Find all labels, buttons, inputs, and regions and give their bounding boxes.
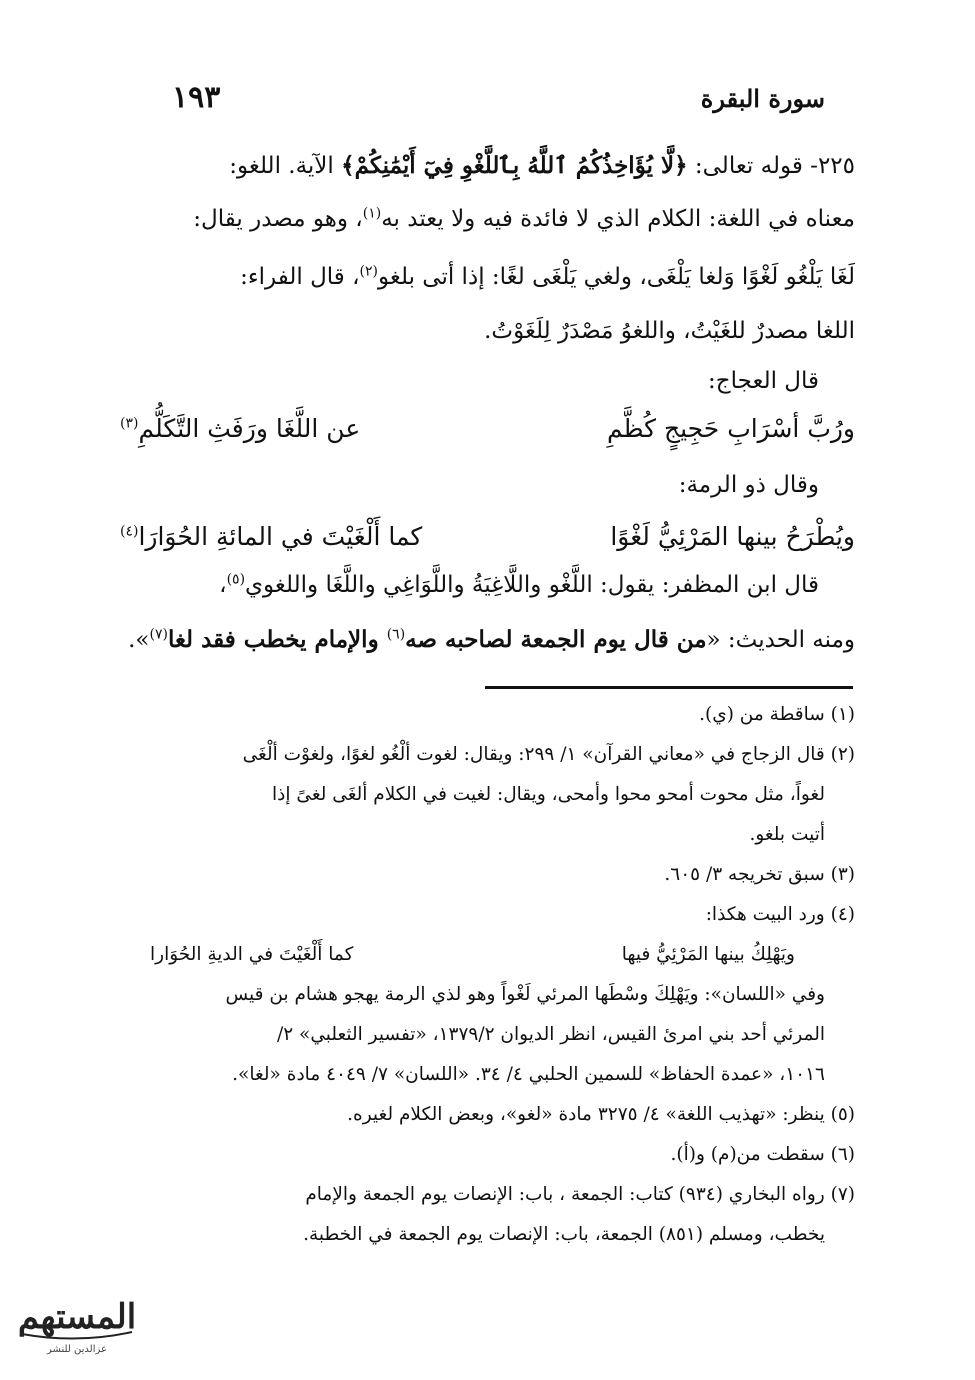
text-line: لَغَا يَلْغُو لَغْوًا وَلغا يَلْغَى، ولغي يَلْغَى لغًا: إذا أتى بلغو$^{(٢)}$، قال الفراء: (240, 263, 855, 290)
verse-hemistich: كما أَلْغَيْتَ في المائةِ الحُوَارَا$^{(٤)}$ (120, 522, 423, 551)
footnote: (٥) ينظر: «تهذيب اللغة» ٤/ ٣٢٧٥ مادة «لغو»، وبعض الكلام لغيره. (347, 1104, 855, 1125)
verse-hemistich: ويَهْلِكُ بينها المَرْئِيُّ فيها (621, 944, 795, 965)
footnote-continuation: لغواً، مثل محوت أمحو محوا وأمحى، ويقال: لغيت في الكلام ألغَى لغىً إذا (272, 784, 825, 805)
verse-hemistich: كما أَلْغَيْتَ في الديةِ الحُوَارا (150, 944, 354, 965)
svg-text:المستهم: المستهم (17, 1297, 137, 1337)
poetry-verse (120, 414, 855, 460)
footnote: (٧) رواه البخاري (٩٣٤) كتاب: الجمعة ، باب: الإنصات يوم الجمعة والإمام (305, 1184, 855, 1205)
text-line: ومنه الحديث: «من قال يوم الجمعة لصاحبه صه$^{(٦)}$ والإمام يخطب فقد لغا$^{(٧)}$». (128, 626, 855, 653)
text-line: قال ابن المظفر: يقول: اللَّغْو واللَّاغِيَةُ واللَّوَاغِي واللَّغَا واللغوي$^{(٥)}$، (219, 571, 819, 598)
footnote-ref: (٢) (359, 263, 378, 280)
footnote-continuation: يخطب، ومسلم (٨٥١) الجمعة، باب: الإنصات يوم الجمعة في الخطبة. (303, 1224, 825, 1245)
text-line: ٢٢٥- قوله تعالى: ﴿لَّا يُؤَاخِذُكُمُ ٱللَّهُ بِٱللَّغْوِ فِيٓ أَيْمَٰنِكُمْ﴾ الآية. اللغو: (229, 152, 855, 179)
footnote: (٣) سبق تخريجه ٣/ ٦٠٥. (664, 864, 855, 885)
footnote-separator (485, 686, 853, 689)
verse-hemistich: ويُطْرَحُ بينها المَرْئِيُّ لَغْوًا (610, 522, 855, 551)
footnote-ref: (٣) (120, 415, 139, 432)
verse-hemistich: ورُبَّ أسْرَابِ حَجِيجٍ كُظَّمِ (606, 414, 855, 443)
hadith-text: من قال يوم الجمعة لصاحبه صه (405, 626, 707, 653)
poet-intro: قال العجاج: (708, 368, 819, 394)
footnote-ref: (٥) (226, 571, 246, 588)
poet-intro: وقال ذو الرمة: (678, 472, 819, 498)
page-number: ١٩٣ (172, 80, 221, 115)
footnote-continuation: المرئي أحد بني امرئ القيس، انظر الديوان ١٣٧٩/٢، «تفسير الثعلبي» ٢/ (276, 1024, 825, 1045)
footnote: (٤) ورد البيت هكذا: (705, 904, 855, 925)
text-line: معناه في اللغة: الكلام الذي لا فائدة فيه ولا يعتد به$^{(١)}$، وهو مصدر يقال: (193, 205, 855, 232)
publisher-logo (12, 1286, 142, 1366)
svg-text:عزالدين للنشر: عزالدين للنشر (47, 1344, 107, 1355)
poetry-verse (120, 522, 855, 568)
footnote-continuation: وفي «اللسان»: ويَهْلِكَ وسْطَها المرئي لَغْواً وهو لذي الرمة يهجو هشام بن قيس (225, 984, 825, 1005)
quran-verse: ﴿لَّا يُؤَاخِذُكُمُ ٱللَّهُ بِٱللَّغْوِ فِيٓ أَيْمَٰنِكُمْ﴾ (341, 152, 688, 179)
footnote-continuation: أتيت بلغو. (749, 824, 825, 845)
surah-title: سورة البقرة (700, 84, 825, 113)
page-header (150, 80, 825, 124)
footnote-ref: (٦) (386, 626, 406, 643)
footnote-ref: (١) (362, 205, 382, 222)
footnote: (٢) قال الزجاج في «معاني القرآن» ١/ ٢٩٩: ويقال: لغوت ألْغُو لغوًا، ولغوْت ألْغَى (242, 744, 855, 765)
footnote: (١) ساقطة من (ي). (699, 704, 855, 725)
footnote-ref: (٧) (149, 626, 168, 643)
footnote: (٦) سقطت من(م) و(أ). (670, 1144, 855, 1165)
footnote-ref: (٤) (120, 523, 139, 540)
hadith-text: والإمام يخطب فقد لغا (167, 626, 387, 653)
verse-hemistich: عن اللَّغَا ورَفَثِ التَّكَلُّمِ$^{(٣)}$ (120, 414, 361, 443)
footnote-continuation: ١٠١٦، «عمدة الحفاظ» للسمين الحلبي ٤/ ٣٤. «اللسان» ٧/ ٤٠٤٩ مادة «لغا». (232, 1064, 825, 1085)
text-line: اللغا مصدرٌ للغَيْتُ، واللغوُ مَصْدَرٌ لِلَغَوْتُ. (484, 318, 855, 344)
